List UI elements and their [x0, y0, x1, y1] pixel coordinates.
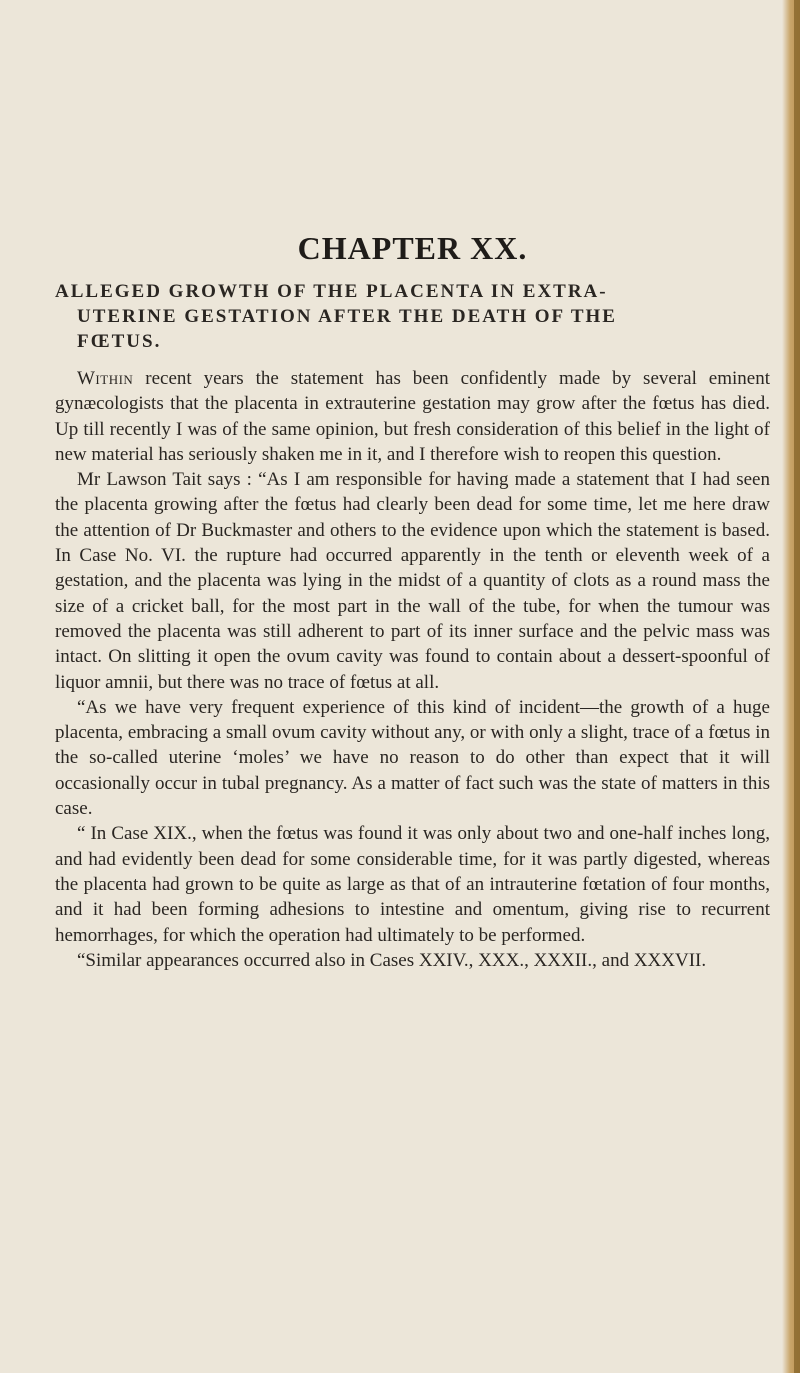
paragraph-1 — [55, 366, 770, 467]
paragraph-1-lead: Within — [77, 368, 134, 389]
chapter-heading: CHAPTER XX. — [297, 230, 528, 266]
page-content — [55, 230, 770, 973]
paragraph-5-text: “Similar appearances occurred also in Cases XXIV., XXX., XXXII., and XXXVII. — [77, 949, 707, 971]
paragraph-1-text: recent years the statement has been confidently made by several eminent gynæcologists that the placenta in extrauterine gestation may grow after the fœtus has died. Up till recently I was of the same opinion, but fresh consideration of this belief in the light of new material has seriously shaken me in it, and I therefore wish to reopen this question. — [55, 368, 770, 465]
paragraph-5 — [55, 948, 770, 973]
chapter-body — [55, 366, 770, 973]
chapter-title — [55, 279, 770, 354]
chapter-title-line-1: ALLEGED GROWTH OF THE PLACENTA IN EXTRA- — [55, 281, 608, 302]
chapter-title-line-2: UTERINE GESTATION AFTER THE DEATH OF THE — [77, 306, 617, 327]
paragraph-2-text: Mr Lawson Tait says : “As I am responsible for having made a statement that I had seen the placenta growing after the fœtus had clearly been dead for some time, let me here draw the attention of Dr Buckmaster and others to the evidence upon which the statement is based. In Case No. VI. the rupture had occurred apparently in the tenth or eleventh week of a gestation, and the placenta was lying in the midst of a quantity of clots as a round mass the size of a cricket ball, for the most part in the wall of the tube, for when the tumour was removed the placenta was still adherent to part of its inner surface and the pelvic mass was intact. On slitting it open the ovum cavity was found to contain about a dessert-spoonful of liquor amnii, but there was no trace of fœtus at all. — [55, 469, 770, 693]
paragraph-4-text: “ In Case XIX., when the fœtus was found it was only about two and one-half inches long, and had evidently been dead for some considerable time, for it was partly digested, whereas the placenta had grown to be quite as large as that of an intrauterine fœtation of four months, and it had been forming adhesions to intestine and omentum, giving rise to recurrent hemorrhages, for which the operation had ultimately to be performed. — [55, 823, 770, 946]
chapter-title-line-3: FŒTUS. — [77, 331, 162, 352]
paragraph-3 — [55, 695, 770, 821]
page-edge-binding — [782, 0, 800, 1373]
paragraph-3-text: “As we have very frequent experience of this kind of incident—the growth of a huge placenta, embracing a small ovum cavity without any, or with only a slight, trace of a fœtus in the so-called uterine ‘moles’ we have no reason to do other than expect that it will occasionally occur in tubal pregnancy. As a matter of fact such was the state of matters in this case. — [55, 696, 770, 820]
paragraph-4 — [55, 821, 770, 947]
paragraph-2 — [55, 467, 770, 695]
